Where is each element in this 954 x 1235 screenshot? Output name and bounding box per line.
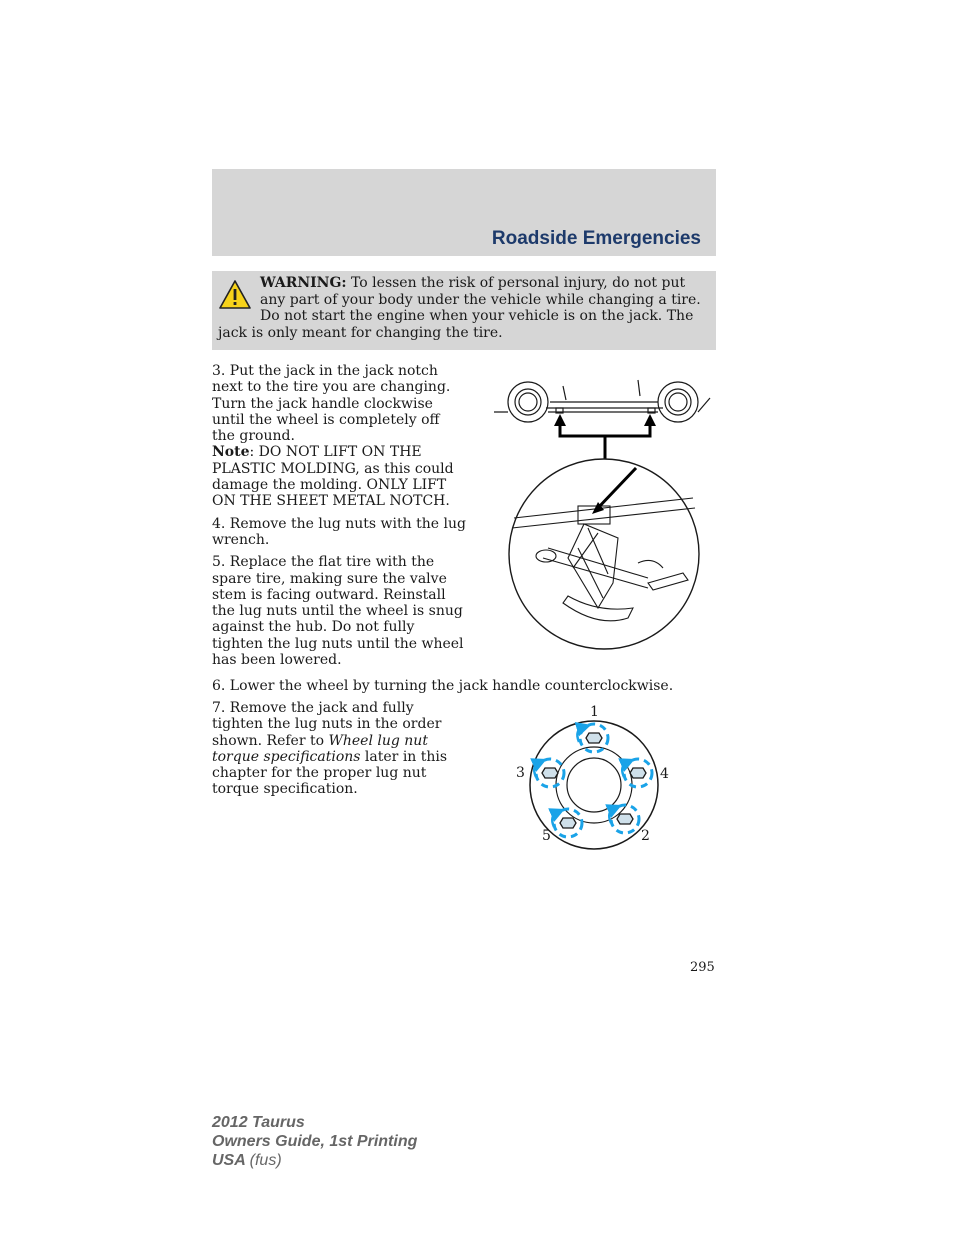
jack-detail-circle (509, 459, 699, 649)
page-number: 295 (690, 960, 715, 975)
section-title: Roadside Emergencies (491, 228, 701, 249)
lug-torque-reference: Wheel lug nut torque specifications (212, 732, 428, 765)
footer-market-code: (fus) (249, 1152, 282, 1169)
lug-label-1: 1 (590, 704, 599, 720)
lug-label-3: 3 (516, 765, 525, 781)
step-4-text: 4. Remove the lug nuts with the lug wrench. (212, 515, 466, 548)
warning-text: To lessen the risk of personal injury, do not put any part of your body under the vehicle while changing a tire. Do not start the engine when your vehicle is on the jack. The jack is only meant for changing the tire. (218, 275, 701, 341)
footer-line-1: 2012 Taurus (212, 1114, 305, 1131)
lug-label-5: 5 (542, 828, 551, 844)
step-7-text (212, 700, 466, 798)
note-text: : DO NOT LIFT ON THE PLASTIC MOLDING, as this could damage the molding. ONLY LIFT ON THE SHEET METAL NOTCH. (212, 444, 454, 510)
note-label: Note (212, 444, 250, 461)
warning-label: WARNING: (260, 275, 347, 291)
step-7-a: 7. Remove the jack and fully tighten the lug nuts in the order shown. Refer to (212, 700, 442, 749)
jack-point-arrows (560, 426, 650, 460)
step-3-text (212, 363, 466, 510)
arrow-head-right (644, 414, 656, 426)
steps-column (212, 363, 466, 674)
lug-label-4: 4 (660, 766, 669, 782)
step-7-b: later in this chapter for the proper lug nut torque specification. (212, 748, 448, 798)
vehicle-underside-diagram (494, 380, 710, 422)
lug-nut-order-diagram (510, 700, 670, 852)
warning-box (212, 271, 716, 350)
footer-line-2: Owners Guide, 1st Printing (212, 1133, 418, 1150)
footer-line-3 (212, 1151, 417, 1170)
lug-label-2: 2 (641, 828, 650, 844)
footer-region: USA (212, 1152, 246, 1169)
footer (212, 1113, 417, 1170)
warning-triangle-icon (218, 279, 252, 311)
arrow-head-left (554, 414, 566, 426)
step-3: 3. Put the jack in the jack notch next to the tire you are changing. Turn the jack handle clockwise until the wheel is completely off the ground. (212, 363, 451, 445)
jack-placement-illustration (488, 368, 713, 650)
step-5-text: 5. Replace the flat tire with the spare tire, making sure the valve stem is facing outward. Reinstall the lug nuts until the wheel is snug against the hub. Do not fully tighten the lug nuts until the wheel has been lowered. (212, 554, 464, 669)
step-6-text: 6. Lower the wheel by turning the jack handle counterclockwise. (212, 678, 674, 694)
section-header (212, 169, 716, 256)
